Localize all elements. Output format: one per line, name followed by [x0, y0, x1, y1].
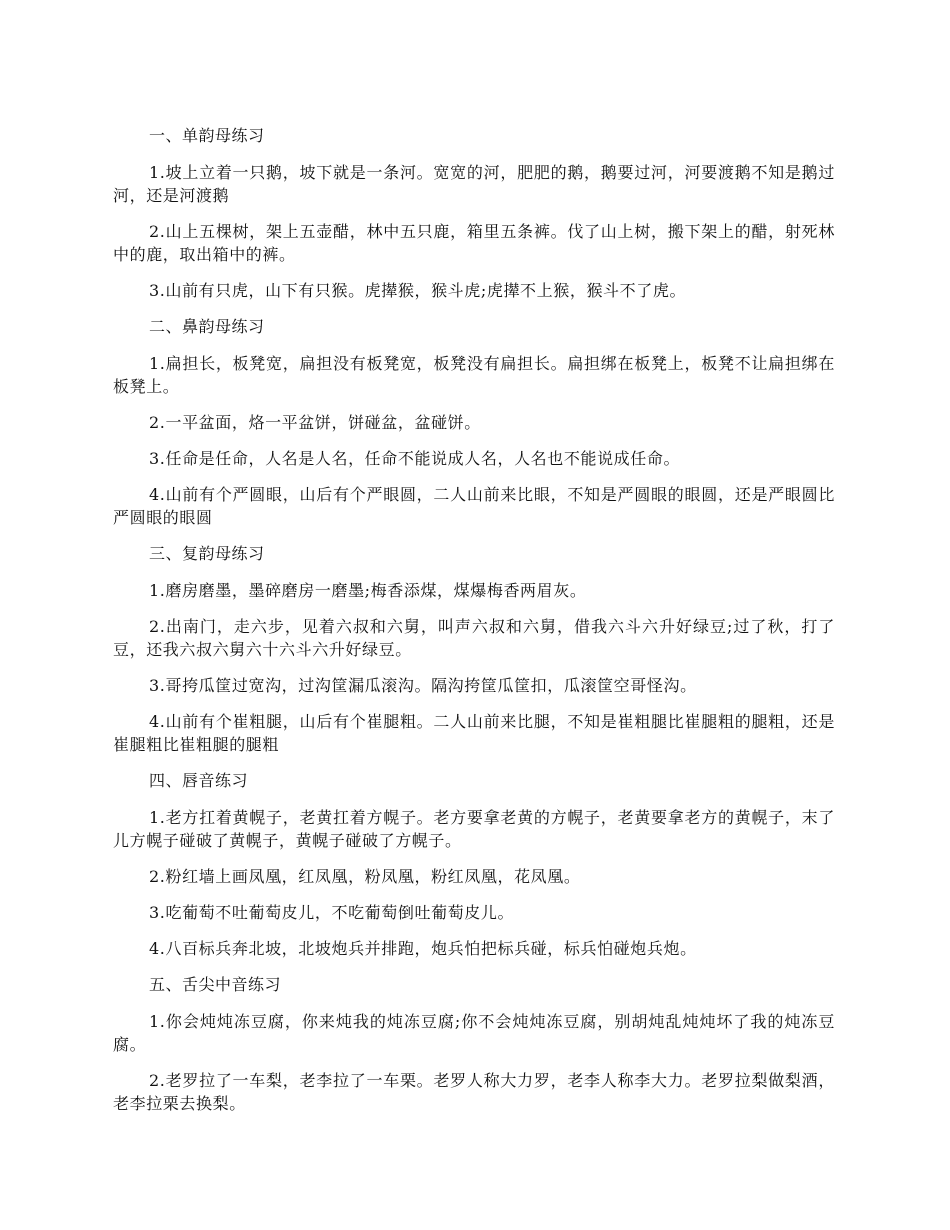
paragraph: 2.山上五棵树，架上五壶醋，林中五只鹿，箱里五条裤。伐了山上树，搬下架上的醋，射死林中的鹿，取出箱中的裤。	[113, 222, 835, 264]
paragraph: 2.出南门，走六步，见着六叔和六舅，叫声六叔和六舅，借我六斗六升好绿豆;过了秋，打了豆，还我六叔六舅六十六斗六升好绿豆。	[113, 617, 835, 659]
paragraph: 1.老方扛着黄幌子，老黄扛着方幌子。老方要拿老黄的方幌子，老黄要拿老方的黄幌子，末了儿方幌子碰破了黄幌子，黄幌子碰破了方幌子。	[113, 808, 835, 850]
document-page	[113, 124, 835, 1128]
paragraph: 1.你会炖炖冻豆腐，你来炖我的炖冻豆腐;你不会炖炖冻豆腐，别胡炖乱炖炖坏了我的炖冻豆腐。	[113, 1012, 835, 1054]
paragraph: 2.老罗拉了一车梨，老李拉了一车栗。老罗人称大力罗，老李人称李大力。老罗拉梨做梨酒，老李拉栗去换梨。	[113, 1071, 835, 1113]
section-heading: 三、复韵母练习	[149, 544, 265, 563]
section-heading: 二、鼻韵母练习	[149, 317, 265, 336]
section-heading: 一、单韵母练习	[149, 126, 265, 145]
paragraph: 4.八百标兵奔北坡，北坡炮兵并排跑，炮兵怕把标兵碰，标兵怕碰炮兵炮。	[149, 939, 697, 958]
paragraph: 3.山前有只虎，山下有只猴。虎撵猴，猴斗虎;虎撵不上猴，猴斗不了虎。	[149, 281, 687, 300]
paragraph: 3.吃葡萄不吐葡萄皮儿，不吃葡萄倒吐葡萄皮儿。	[149, 903, 515, 922]
section-heading: 五、舌尖中音练习	[149, 975, 282, 994]
paragraph: 1.扁担长，板凳宽，扁担没有板凳宽，板凳没有扁担长。扁担绑在板凳上，板凳不让扁担绑在板凳上。	[113, 354, 835, 396]
paragraph: 2.一平盆面，烙一平盆饼，饼碰盆，盆碰饼。	[149, 413, 481, 432]
section-heading: 四、唇音练习	[149, 771, 249, 790]
paragraph: 4.山前有个严圆眼，山后有个严眼圆，二人山前来比眼，不知是严圆眼的眼圆，还是严眼圆比严圆眼的眼圆	[113, 485, 835, 527]
paragraph: 1.磨房磨墨，墨碎磨房一磨墨;梅香添煤，煤爆梅香两眉灰。	[149, 581, 587, 600]
paragraph: 2.粉红墙上画凤凰，红凤凰，粉凤凰，粉红凤凰，花凤凰。	[149, 867, 581, 886]
paragraph: 3.哥挎瓜筐过宽沟，过沟筐漏瓜滚沟。隔沟挎筐瓜筐扣，瓜滚筐空哥怪沟。	[149, 676, 697, 695]
paragraph: 1.坡上立着一只鹅，坡下就是一条河。宽宽的河，肥肥的鹅，鹅要过河，河要渡鹅不知是鹅过河，还是河渡鹅	[113, 163, 835, 205]
paragraph: 4.山前有个崔粗腿，山后有个崔腿粗。二人山前来比腿，不知是崔粗腿比崔腿粗的腿粗，还是崔腿粗比崔粗腿的腿粗	[113, 712, 835, 754]
paragraph: 3.任命是任命，人名是人名，任命不能说成人名，人名也不能说成任命。	[149, 449, 681, 468]
